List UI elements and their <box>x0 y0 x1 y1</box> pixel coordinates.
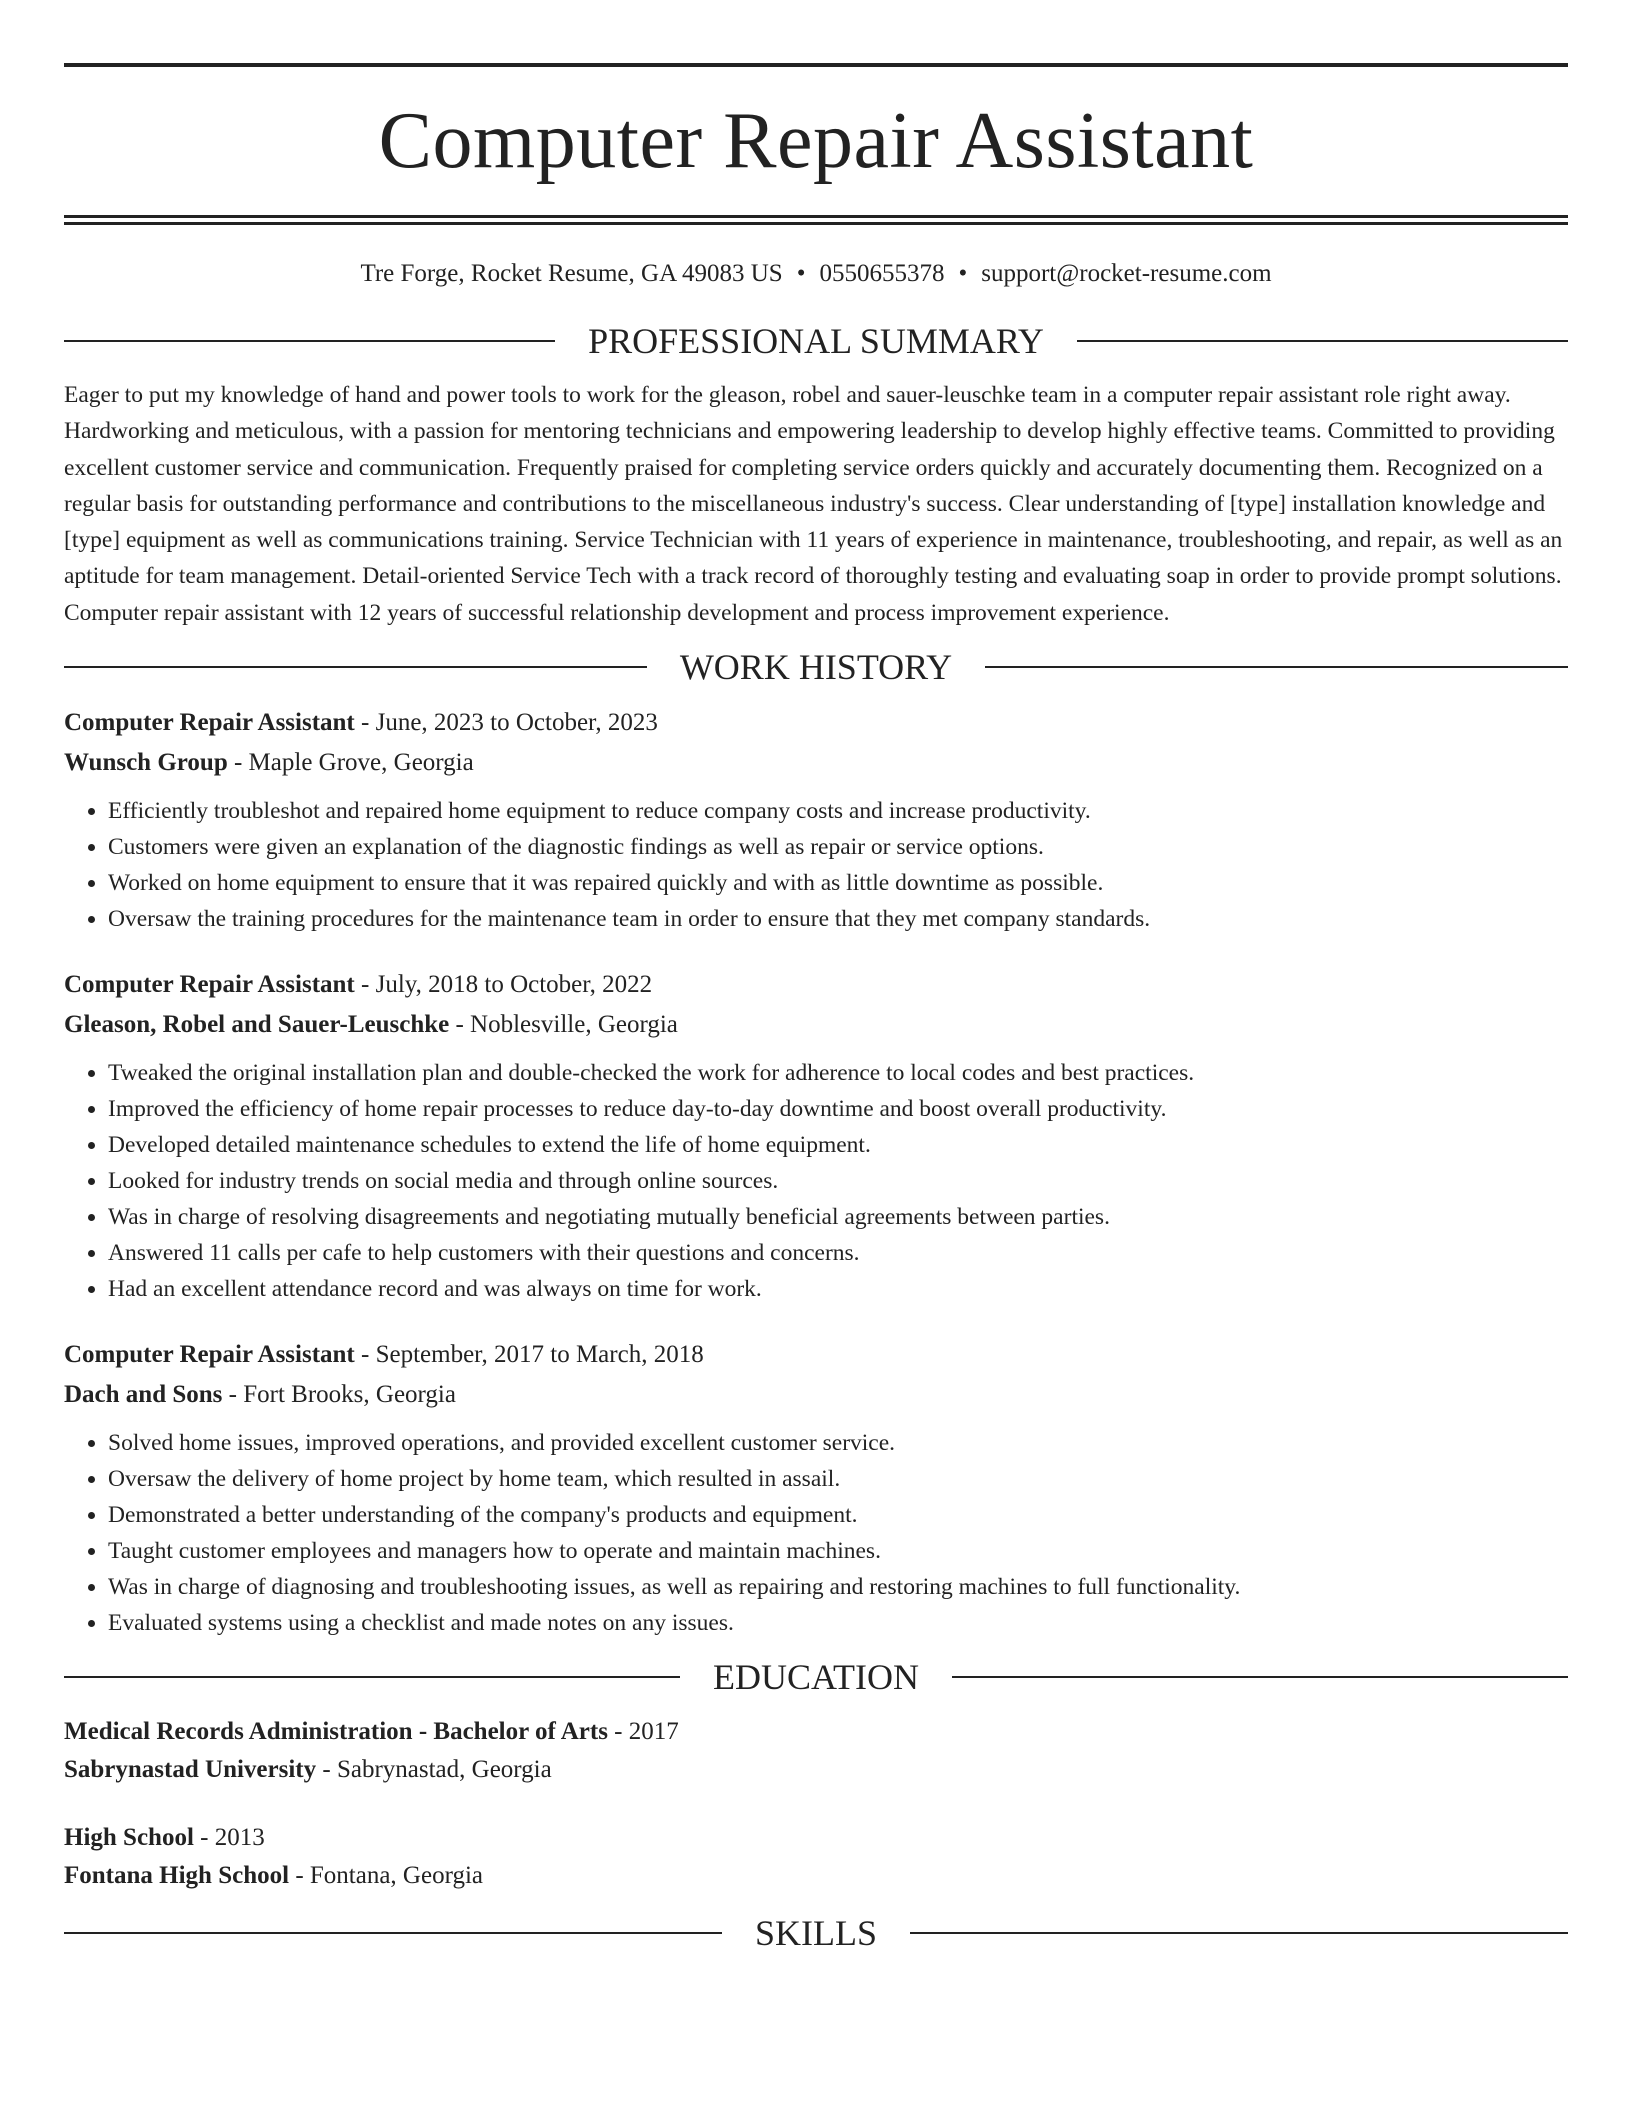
resume-name: Computer Repair Assistant <box>378 97 1254 185</box>
job-company: Gleason, Robel and Sauer-Leuschke <box>64 1011 450 1039</box>
job-title: Computer Repair Assistant <box>64 1341 355 1369</box>
heading-rule-right <box>910 1932 1568 1934</box>
job-company: Dach and Sons <box>64 1381 223 1409</box>
job-entry <box>64 965 1568 1307</box>
job-bullet: • Demonstrated a better understanding of the company's products and equipment. <box>108 1497 1568 1533</box>
job-bullet: • Improved the efficiency of home repair processes to reduce day-to-day downtime and boost overall productivity. <box>108 1091 1568 1127</box>
education-year: - 2013 <box>193 1824 265 1852</box>
section-heading-skills <box>64 1911 1568 1955</box>
contact-separator: • <box>796 260 806 287</box>
section-title: SKILLS <box>755 1913 878 1954</box>
job-bullet: • Was in charge of resolving disagreements and negotiating mutually beneficial agreements between parties. <box>108 1199 1568 1235</box>
heading-rule-right <box>985 666 1568 668</box>
education-location: - Sabrynastad, Georgia <box>316 1756 552 1784</box>
job-title-line <box>64 1335 1568 1375</box>
job-entry <box>64 703 1568 937</box>
education-school: Sabrynastad University <box>64 1756 317 1784</box>
job-bullet: • Taught customer employees and managers how to operate and maintain machines. <box>108 1533 1568 1569</box>
heading-rule-left <box>64 666 647 668</box>
job-bullet: • Customers were given an explanation of the diagnostic findings as well as repair or service options. <box>108 829 1568 865</box>
job-company-line <box>64 1375 1568 1415</box>
job-dates: - September, 2017 to March, 2018 <box>354 1341 704 1369</box>
job-location: - Maple Grove, Georgia <box>227 749 474 777</box>
contact-separator: • <box>958 260 968 287</box>
heading-rule-left <box>64 340 555 342</box>
job-location: - Fort Brooks, Georgia <box>222 1381 456 1409</box>
education-school-line <box>64 1857 1568 1895</box>
education-location: - Fontana, Georgia <box>289 1862 483 1890</box>
job-bullets <box>64 793 1568 937</box>
section-heading-summary <box>64 319 1568 363</box>
section-title: WORK HISTORY <box>679 647 953 688</box>
section-title: PROFESSIONAL SUMMARY <box>588 321 1044 361</box>
job-title: Computer Repair Assistant <box>64 971 355 999</box>
job-title: Computer Repair Assistant <box>64 709 355 737</box>
education-degree-line <box>64 1819 1568 1857</box>
heading-rule-right <box>1077 340 1568 342</box>
job-bullet: • Oversaw the delivery of home project by home team, which resulted in assail. <box>108 1461 1568 1497</box>
section-heading-education <box>64 1655 1568 1699</box>
contact-phone: 0550655378 <box>819 260 945 287</box>
job-title-line <box>64 965 1568 1005</box>
job-bullet: • Was in charge of diagnosing and troubleshooting issues, as well as repairing and restoring machines to full functionality. <box>108 1569 1568 1605</box>
job-company-line <box>64 1005 1568 1045</box>
job-bullet: • Evaluated systems using a checklist and made notes on any issues. <box>108 1605 1568 1641</box>
education-degree: High School <box>64 1824 194 1852</box>
job-location: - Noblesville, Georgia <box>449 1011 678 1039</box>
top-rule <box>64 63 1568 67</box>
job-bullet: • Had an excellent attendance record and was always on time for work. <box>108 1271 1568 1307</box>
summary-text: Eager to put my knowledge of hand and power tools to work for the gleason, robel and sauer-leuschke team in a computer repair assistant role right away. Hardworking and meticulous, with a passion for mentoring technicians and empowering leadership to develop highly effective teams. Committed to providing excellent customer service and communication. Frequently praised for completing service orders quickly and accurately documenting them. Recognized on a regular basis for outstanding performance and contributions to the miscellaneous industry's success. Clear understanding of [type] installation knowledge and [type] equipment as well as communications training. Service Technician with 11 years of experience in maintenance, troubleshooting, and repair, as well as an aptitude for team management. Detail-oriented Service Tech with a track record of thoroughly testing and evaluating soap in order to provide prompt solutions. Computer repair assistant with 12 years of successful relationship development and process improvement experience. <box>64 382 1563 626</box>
education-entry <box>64 1713 1568 1789</box>
education-degree: Medical Records Administration - Bachelor of Arts <box>64 1718 608 1746</box>
job-bullet: • Tweaked the original installation plan and double-checked the work for adherence to local codes and best practices. <box>108 1055 1568 1091</box>
contact-address: Tre Forge, Rocket Resume, GA 49083 US <box>360 260 783 287</box>
job-bullet: • Worked on home equipment to ensure that it was repaired quickly and with as little downtime as possible. <box>108 865 1568 901</box>
job-bullet: • Oversaw the training procedures for the maintenance team in order to ensure that they met company standards. <box>108 901 1568 937</box>
job-company-line <box>64 743 1568 783</box>
job-bullet: • Looked for industry trends on social media and through online sources. <box>108 1163 1568 1199</box>
heading-rule-right <box>952 1676 1568 1678</box>
job-bullets <box>64 1425 1568 1641</box>
job-entry <box>64 1335 1568 1641</box>
heading-rule-left <box>64 1932 722 1934</box>
job-bullet: • Developed detailed maintenance schedules to extend the life of home equipment. <box>108 1127 1568 1163</box>
contact-line <box>64 259 1568 289</box>
job-title-line <box>64 703 1568 743</box>
section-title: EDUCATION <box>713 1657 919 1698</box>
job-bullet: • Answered 11 calls per cafe to help customers with their questions and concerns. <box>108 1235 1568 1271</box>
education-entry <box>64 1819 1568 1895</box>
job-bullets <box>64 1055 1568 1307</box>
education-year: - 2017 <box>607 1718 679 1746</box>
education-school-line <box>64 1751 1568 1789</box>
education-degree-line <box>64 1713 1568 1751</box>
job-bullet: • Efficiently troubleshot and repaired home equipment to reduce company costs and increase productivity. <box>108 793 1568 829</box>
double-rule <box>64 215 1568 225</box>
section-heading-work <box>64 645 1568 689</box>
job-company: Wunsch Group <box>64 749 228 777</box>
job-dates: - June, 2023 to October, 2023 <box>354 709 658 737</box>
heading-rule-left <box>64 1676 680 1678</box>
job-bullet: • Solved home issues, improved operations, and provided excellent customer service. <box>108 1425 1568 1461</box>
job-dates: - July, 2018 to October, 2022 <box>354 971 653 999</box>
education-school: Fontana High School <box>64 1862 290 1890</box>
contact-email: support@rocket-resume.com <box>981 260 1272 287</box>
